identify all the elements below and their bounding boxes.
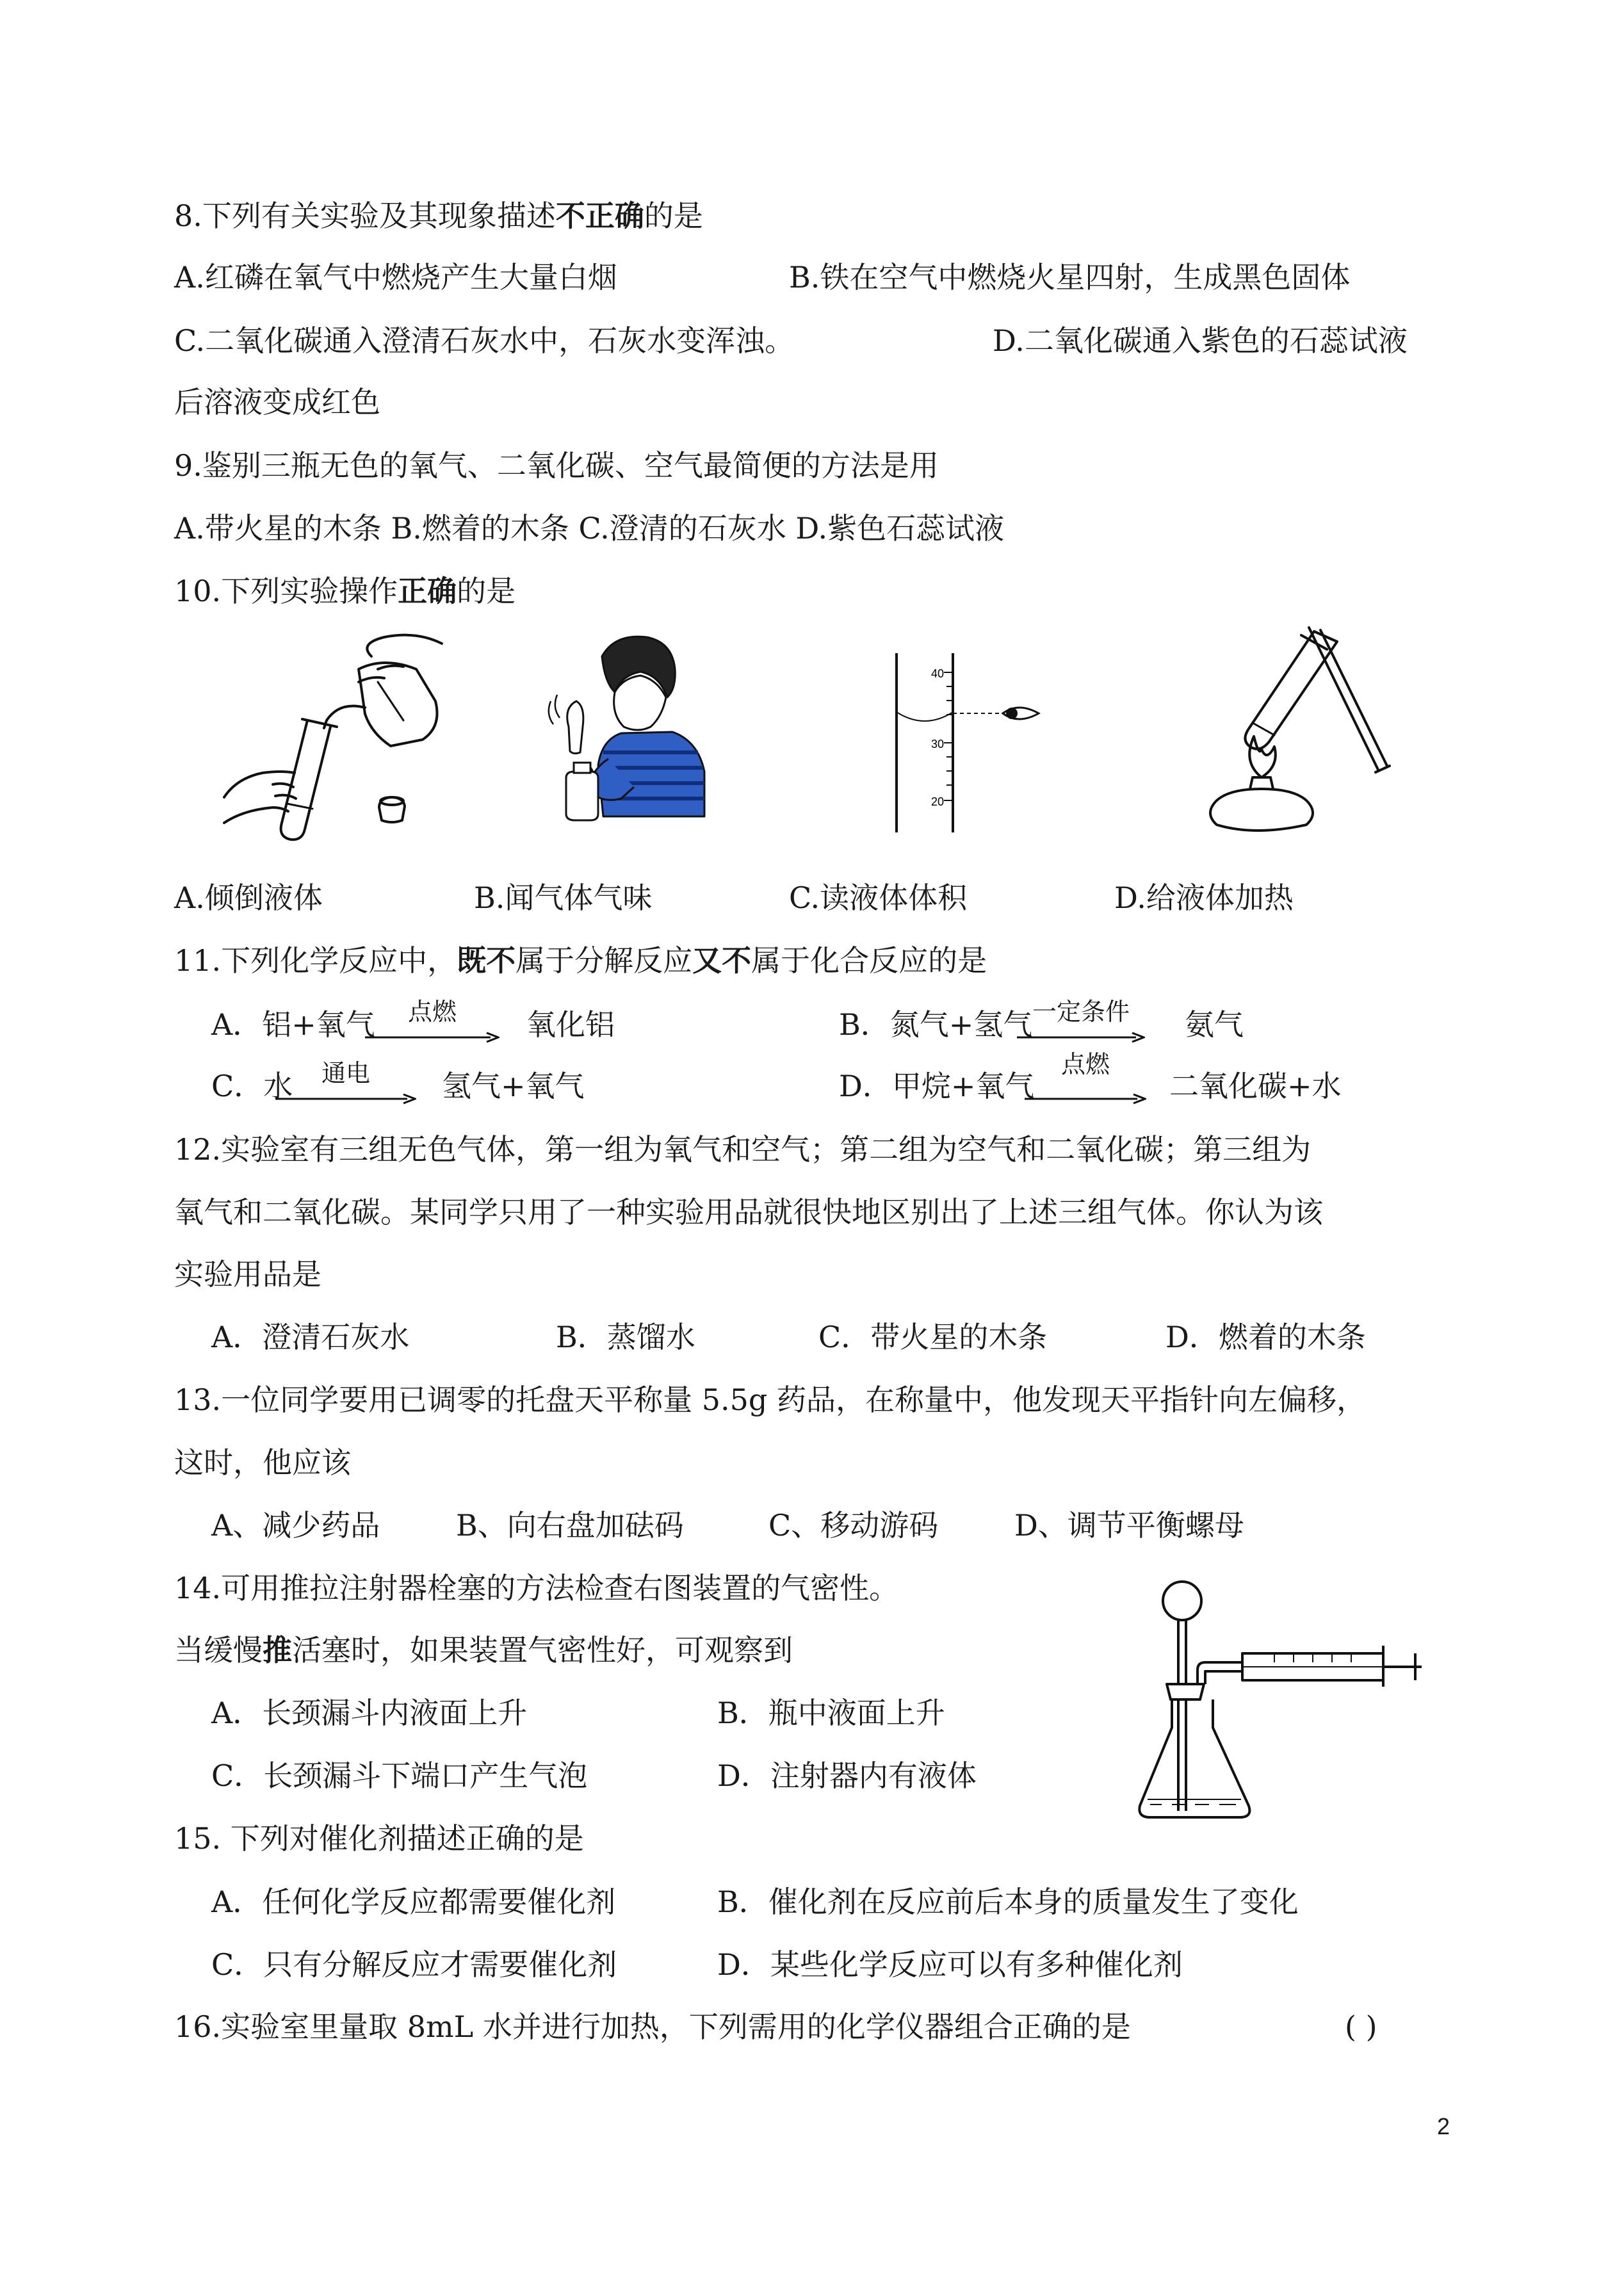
pouring-liquid-illustration [211,631,455,848]
q10-option-d: D.给液体加热 [1114,880,1294,915]
q15-option-c: C．只有分解反应才需要催化剂 [211,1947,617,1982]
q11-option-b-condition: 一定条件 [1032,998,1130,1026]
q11-stem-emphasis-1: 既不 [457,943,516,978]
q11-option-d-reactants: D．甲烷+氧气 [839,1069,1035,1103]
q10-stem-emphasis: 正确 [398,574,457,608]
q14-option-b: B．瓶中液面上升 [717,1696,945,1730]
q11-option-a-reactants: A．铝+氧气 [211,1007,375,1042]
q12-option-d: D．燃着的木条 [1165,1320,1366,1354]
q14-line-2-end: 活塞时，如果装置气密性好，可观察到 [292,1633,793,1667]
q11-option-a-condition: 点燃 [407,998,457,1026]
q11-option-d-products: 二氧化碳+水 [1169,1069,1342,1103]
q11-option-b-product: 氨气 [1185,1007,1244,1042]
q11-option-c-products: 氢气+氧气 [442,1069,585,1103]
q12-option-b: B．蒸馏水 [556,1320,695,1354]
q8-stem-end: 的是 [644,199,703,233]
q15-stem: 15. 下列对催化剂描述正确的是 [174,1821,584,1856]
smelling-gas-illustration [544,631,717,823]
q15-option-a: A．任何化学反应都需要催化剂 [211,1885,616,1919]
airtightness-apparatus-diagram [1133,1574,1428,1830]
q12-line-1: 12.实验室有三组无色气体，第一组为氧气和空气；第二组为空气和二氧化碳；第三组为 [174,1132,1311,1167]
q14-line-1: 14.可用推拉注射器栓塞的方法检查右图装置的气密性。 [174,1571,899,1605]
q8-stem-emphasis: 不正确 [555,199,644,233]
q11-stem-end: 属于化合反应的是 [751,943,987,978]
q12-option-c: C．带火星的木条 [818,1320,1048,1354]
q14-option-c: C．长颈漏斗下端口产生气泡 [211,1758,588,1793]
q13-line-2: 这时，他应该 [174,1445,351,1480]
q13-option-a: A、减少药品 [211,1508,380,1543]
q8-option-d-cont: 后溶液变成红色 [174,385,380,419]
q11-stem [174,941,987,980]
q10-option-a: A.倾倒液体 [174,880,323,915]
q8-option-b: B.铁在空气中燃烧火星四射，生成黑色固体 [789,260,1351,295]
q11-option-c-condition: 通电 [321,1059,370,1087]
q11-option-b-reactants: B．氮气+氢气 [839,1007,1033,1042]
q12-line-3: 实验用品是 [174,1257,321,1292]
q9-options: A.带火星的木条 B.燃着的木条 C.澄清的石灰水 D.紫色石蕊试液 [174,511,1005,546]
q14-option-d: D．注射器内有液体 [717,1758,977,1793]
q13-option-c: C、移动游码 [768,1508,939,1543]
q11-option-d-condition: 点燃 [1060,1050,1110,1078]
q11-option-a-product: 氧化铝 [526,1007,615,1042]
q8-stem-text: 8.下列有关实验及其现象描述 [174,199,556,233]
q15-option-b: B．催化剂在反应前后本身的质量发生了变化 [717,1885,1299,1919]
q10-option-b: B.闻气体气味 [474,880,653,915]
q11-stem-emphasis-2: 又不 [692,943,752,978]
q16-answer-blank: ( ) [1345,2009,1377,2044]
q10-option-c: C.读液体体积 [789,880,968,915]
q8-option-a: A.红磷在氧气中燃烧产生大量白烟 [174,260,617,295]
q13-option-b: B、向右盘加砝码 [456,1508,684,1543]
heating-liquid-illustration [1178,621,1434,839]
eye-icon [1003,708,1039,719]
q10-stem [174,572,516,610]
cylinder-tick-30: 30 [931,738,945,750]
q14-line-2-text: 当缓慢 [174,1633,263,1667]
q10-stem-text: 10.下列实验操作 [174,574,398,608]
q11-option-d-arrow [1025,1050,1146,1105]
q16-stem: 16.实验室里量取 8mL 水并进行加热，下列需用的化学仪器组合正确的是 [174,2009,1131,2044]
q15-option-d: D．某些化学反应可以有多种催化剂 [717,1947,1183,1982]
q14-line-2 [174,1631,793,1669]
q10-stem-end: 的是 [457,574,516,608]
q8-stem [174,197,703,235]
q14-line-2-emphasis: 推 [263,1633,292,1667]
page-number: 2 [1437,2113,1450,2139]
q12-line-2: 氧气和二氧化碳。某同学只用了一种实验用品就很快地区别出了上述三组气体。你认为该 [174,1195,1323,1229]
cylinder-tick-40: 40 [931,667,945,680]
q11-stem-mid: 属于分解反应 [516,943,693,978]
q14-option-a: A．长颈漏斗内液面上升 [211,1696,528,1730]
q12-option-a: A．澄清石灰水 [211,1320,410,1354]
q11-option-b-arrow [1017,998,1145,1044]
q8-option-d: D.二氧化碳通入紫色的石蕊试液 [993,323,1408,358]
q11-stem-text: 11.下列化学反应中， [174,943,457,978]
q13-line-1: 13.一位同学要用已调零的托盘天平称量 5.5g 药品，在称量中，他发现天平指针向左偏移， [174,1383,1367,1417]
q8-option-c: C.二氧化碳通入澄清石灰水中，石灰水变浑浊。 [174,323,795,358]
q9-stem: 9.鉴别三瓶无色的氧气、二氧化碳、空气最简便的方法是用 [174,448,939,483]
q11-option-c-reactants: C．水 [211,1069,293,1103]
reading-cylinder-illustration [877,647,1057,839]
cylinder-tick-20: 20 [931,795,945,808]
q13-option-d: D、调节平衡螺母 [1014,1508,1244,1543]
q11-option-a-arrow [365,998,499,1044]
q11-option-c-arrow [275,1059,416,1105]
